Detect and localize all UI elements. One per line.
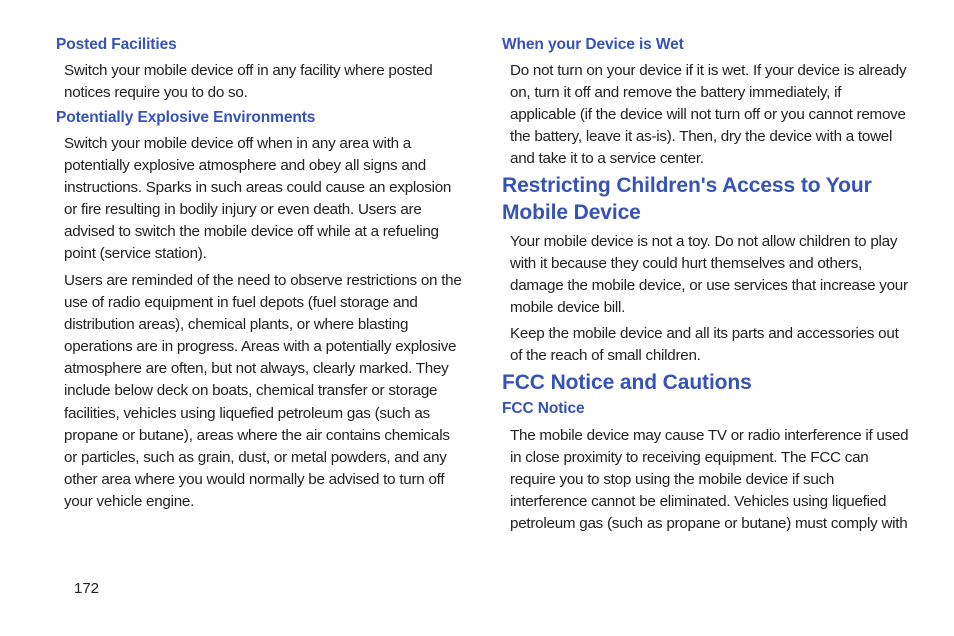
children-access-paragraph-2: Keep the mobile device and all its parts and accessories out of the reach of small children. bbox=[510, 325, 899, 365]
fcc-notice-paragraph: The mobile device may cause TV or radio interference if used in close proximity to receiving equipment. The FCC can require you to stop using the mobile device if such interference cannot be eliminated. Vehicles using liquefied petroleum gas (such as propane or butane) must comply with bbox=[510, 427, 909, 533]
children-access-paragraph-1: Your mobile device is not a toy. Do not allow children to play with it because they could hurt themselves and others, damage the mobile device, or use services that increase your mobile device bill. bbox=[510, 233, 908, 317]
posted-facilities-paragraph: Switch your mobile device off in any facility where posted notices require you to do so. bbox=[64, 62, 433, 102]
explosive-environments-heading: Potentially Explosive Environments bbox=[56, 109, 316, 126]
fcc-notice-cautions-heading: FCC Notice and Cautions bbox=[502, 371, 752, 394]
page-number: 172 bbox=[74, 580, 100, 597]
children-access-heading: Restricting Children's Access to Your Mobile Device bbox=[502, 174, 872, 224]
explosive-environments-paragraph-2: Users are reminded of the need to observe restrictions on the use of radio equipment in fuel depots (fuel storage and distribution areas), chemical plants, or where blasting operations are in progress. Areas with a potentially explosive atmosphere are often, but not always, clearly marked. They include below deck on boats, chemical transfer or storage facilities, vehicles using liquefied petroleum gas (such as propane or butane), areas where the air contains chemicals or particles, such as grain, dust, or metal powders, and any other area where you would normally be advised to turn off your vehicle engine. bbox=[64, 272, 462, 510]
device-wet-paragraph: Do not turn on your device if it is wet. If your device is already on, turn it off and remove the battery immediately, if applicable (if the device will not turn off or you cannot remove the battery, leave it as-is). Then, dry the device with a towel and take it to a service center. bbox=[510, 62, 907, 168]
device-wet-heading: When your Device is Wet bbox=[502, 36, 684, 53]
explosive-environments-paragraph-1: Switch your mobile device off when in any area with a potentially explosive atmosphere and obey all signs and instructions. Sparks in such areas could cause an explosion or fire resulting in bodily injury or even death. Users are advised to switch the mobile device off while at a refueling point (service station). bbox=[64, 135, 452, 263]
fcc-notice-subheading: FCC Notice bbox=[502, 400, 585, 417]
posted-facilities-heading: Posted Facilities bbox=[56, 36, 177, 53]
